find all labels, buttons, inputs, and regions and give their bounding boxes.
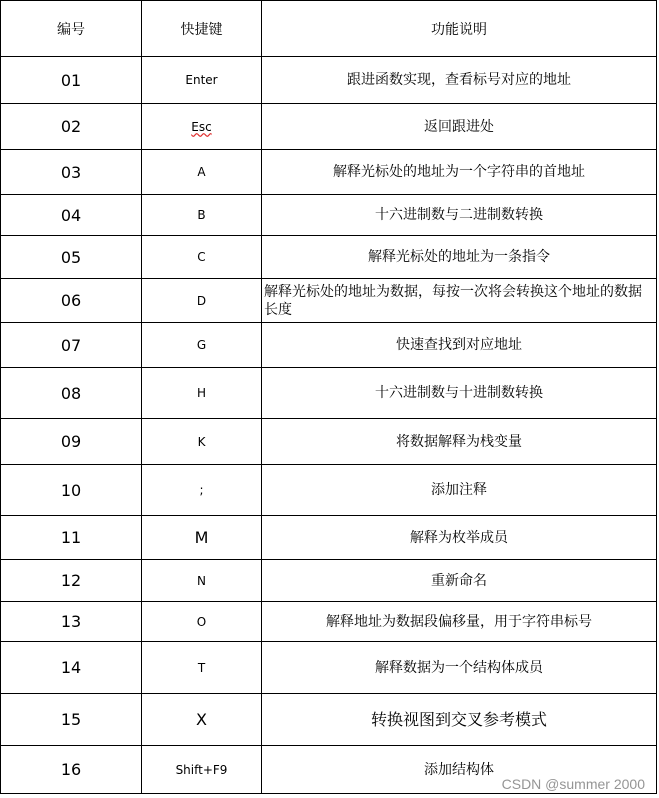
row-desc: 跟进函数实现，查看标号对应的地址 <box>262 57 657 104</box>
table-row <box>1 602 657 642</box>
table-row <box>1 104 657 150</box>
row-key: Shift+F9 <box>142 746 262 794</box>
row-id: 04 <box>1 195 142 236</box>
row-key: T <box>142 642 262 694</box>
row-id: 06 <box>1 279 142 323</box>
row-key: ; <box>142 465 262 516</box>
table-row <box>1 560 657 602</box>
table-row <box>1 57 657 104</box>
row-key: X <box>142 694 262 746</box>
row-desc: 解释数据为一个结构体成员 <box>262 642 657 694</box>
row-desc: 转换视图到交叉参考模式 <box>262 694 657 746</box>
header-desc: 功能说明 <box>262 1 657 57</box>
table-row <box>1 465 657 516</box>
row-desc: 返回跟进处 <box>262 104 657 150</box>
row-key: N <box>142 560 262 602</box>
row-id: 16 <box>1 746 142 794</box>
row-desc: 十六进制数与十进制数转换 <box>262 368 657 419</box>
row-desc: 解释光标处的地址为一个字符串的首地址 <box>262 150 657 195</box>
table-row <box>1 195 657 236</box>
row-desc: 将数据解释为栈变量 <box>262 419 657 465</box>
row-id: 08 <box>1 368 142 419</box>
row-id: 12 <box>1 560 142 602</box>
row-desc: 十六进制数与二进制数转换 <box>262 195 657 236</box>
row-key: C <box>142 236 262 279</box>
table-row <box>1 150 657 195</box>
row-desc <box>262 279 657 323</box>
row-key: Enter <box>142 57 262 104</box>
row-key: K <box>142 419 262 465</box>
row-key <box>142 104 262 150</box>
row-desc: 添加结构体 <box>262 746 657 794</box>
table-row <box>1 694 657 746</box>
row-key: G <box>142 323 262 368</box>
row-key-text: Esc <box>191 119 212 134</box>
table-row <box>1 419 657 465</box>
row-id: 01 <box>1 57 142 104</box>
row-key: A <box>142 150 262 195</box>
row-desc: 添加注释 <box>262 465 657 516</box>
row-id: 03 <box>1 150 142 195</box>
row-desc: 快速查找到对应地址 <box>262 323 657 368</box>
table-row <box>1 236 657 279</box>
table-row <box>1 516 657 560</box>
row-desc: 重新命名 <box>262 560 657 602</box>
row-id: 09 <box>1 419 142 465</box>
table-row <box>1 642 657 694</box>
row-id: 15 <box>1 694 142 746</box>
row-key: D <box>142 279 262 323</box>
row-desc: 解释地址为数据段偏移量，用于字符串标号 <box>262 602 657 642</box>
row-key: B <box>142 195 262 236</box>
header-id: 编号 <box>1 1 142 57</box>
row-key: H <box>142 368 262 419</box>
row-id: 07 <box>1 323 142 368</box>
row-desc: 解释光标处的地址为一条指令 <box>262 236 657 279</box>
header-key: 快捷键 <box>142 1 262 57</box>
row-desc-text: 解释光标处的地址为数据，每按一次将会转换这个地址的数据长度 <box>264 283 642 318</box>
row-id: 11 <box>1 516 142 560</box>
table-row <box>1 323 657 368</box>
table-row <box>1 368 657 419</box>
table-header-row <box>1 1 657 57</box>
row-key: M <box>142 516 262 560</box>
row-desc: 解释为枚举成员 <box>262 516 657 560</box>
row-id: 13 <box>1 602 142 642</box>
row-id: 05 <box>1 236 142 279</box>
row-id: 14 <box>1 642 142 694</box>
row-id: 10 <box>1 465 142 516</box>
watermark: CSDN @summer 2000 <box>501 776 645 792</box>
table-row <box>1 279 657 323</box>
row-id: 02 <box>1 104 142 150</box>
row-key: O <box>142 602 262 642</box>
